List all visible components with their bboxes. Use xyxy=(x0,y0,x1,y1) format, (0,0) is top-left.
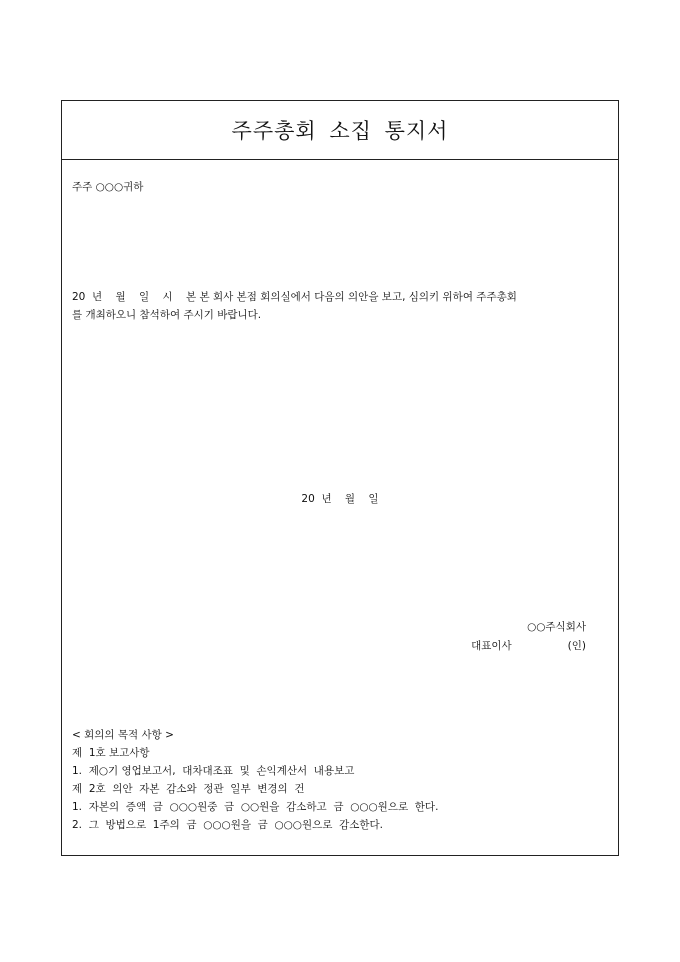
body-paragraph-line-1: 20 년 월 일 시 본 본 회사 본점 회의실에서 다음의 의안을 보고, 심의키 위하여 주주총회 xyxy=(72,291,517,303)
title-row xyxy=(62,101,618,160)
company-name: ○○주식회사 xyxy=(527,621,586,633)
agenda-heading: < 회의의 목적 사항 > xyxy=(72,729,174,741)
notice-date: 20 년 월 일 xyxy=(301,493,379,505)
body-paragraph-line-2: 를 개최하오니 참석하여 주시기 바랍니다. xyxy=(72,309,262,321)
agenda-item: 1. 자본의 증액 금 ○○○원중 금 ○○원을 감소하고 금 ○○○원으로 한다. xyxy=(72,801,439,813)
addressee-line: 주주 ○○○귀하 xyxy=(72,181,144,193)
agenda-item: 제 1호 보고사항 xyxy=(72,747,150,759)
seal-mark: (인) xyxy=(567,640,586,652)
agenda-item: 제 2호 의안 자본 감소와 정관 일부 변경의 건 xyxy=(72,783,305,795)
ceo-label: 대표이사 xyxy=(471,640,512,652)
agenda-item: 2. 그 방법으로 1주의 금 ○○○원을 금 ○○○원으로 감소한다. xyxy=(72,819,383,831)
document-title: 주주총회 소집 통지서 xyxy=(231,119,449,143)
notice-document xyxy=(61,100,619,856)
agenda-item: 1. 제○기 영업보고서, 대차대조표 및 손익계산서 내용보고 xyxy=(72,765,355,777)
ceo-signature-row xyxy=(471,638,586,655)
